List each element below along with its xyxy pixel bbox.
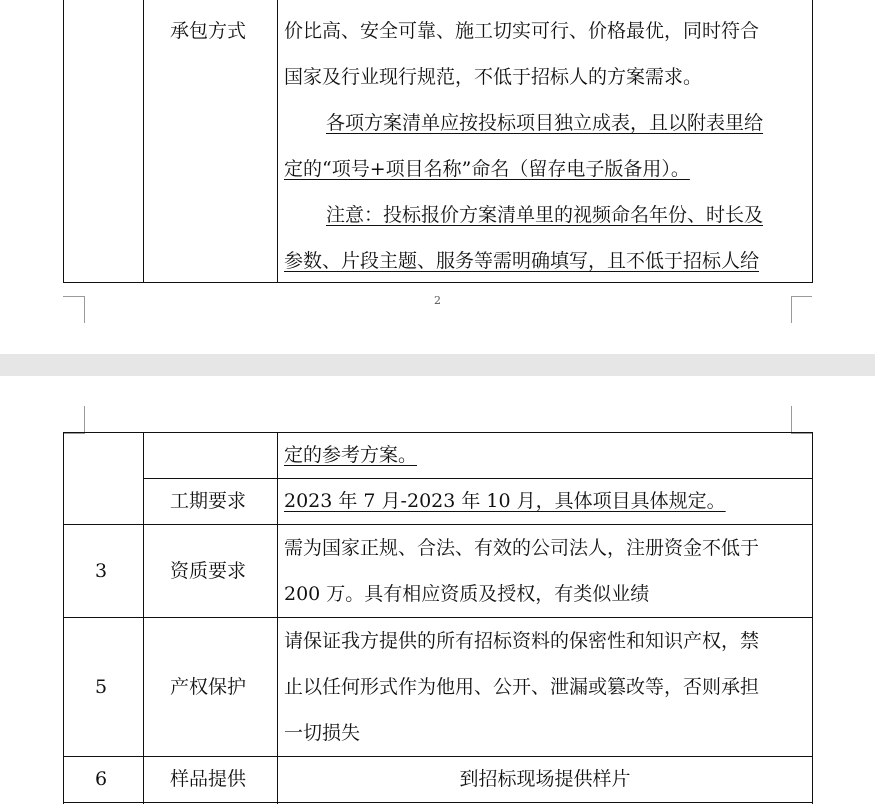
crop-mark (791, 406, 792, 434)
row-label-contract-method: 承包方式 (170, 20, 247, 42)
cell-line: 国家及行业现行规范，不低于招标人的方案需求。 (284, 66, 703, 88)
cell-line-underlined: 参数、片段主题、服务等需明确填写，且不低于招标人给 (284, 250, 760, 272)
crop-mark (84, 296, 85, 323)
page-number: 2 (434, 294, 441, 307)
row-label-qualification: 资质要求 (170, 560, 247, 582)
cell-line-underlined: 注意：投标报价方案清单里的视频命名年份、时长及 (326, 204, 764, 226)
cell-line: 一切损失 (284, 722, 361, 744)
crop-mark (791, 433, 812, 434)
cell-line: 200 万。具有相应资质及授权，有类似业绩 (284, 583, 650, 605)
document-page-1 (0, 0, 875, 354)
crop-mark (63, 296, 84, 297)
crop-mark (84, 406, 85, 434)
document-page-2 (0, 376, 875, 804)
cell-line: 价比高、安全可靠、施工切实可行、价格最优，同时符合 (284, 20, 760, 42)
table-border-left (63, 432, 64, 804)
cell-line-centered: 到招标现场提供样片 (459, 768, 631, 790)
table-border-left (63, 0, 64, 283)
crop-mark (63, 433, 84, 434)
table-border-right (812, 432, 813, 804)
row-label-schedule: 工期要求 (170, 490, 247, 512)
crop-mark (791, 296, 812, 297)
crop-mark (791, 296, 792, 323)
row-label-ip-protection: 产权保护 (170, 676, 247, 698)
table-border-top (63, 432, 813, 433)
cell-line: 请保证我方提供的所有招标资料的保密性和知识产权，禁 (284, 630, 760, 652)
page-gap (0, 354, 875, 376)
table-divider (143, 0, 144, 283)
row-number: 5 (94, 676, 108, 698)
cell-line-underlined: 定的“项号+项目名称”命名（留存电子版备用）。 (284, 158, 690, 180)
row-separator (63, 802, 813, 803)
cell-line-underlined: 各项方案清单应按投标项目独立成表，且以附表里给 (326, 112, 764, 134)
table-divider (277, 432, 278, 804)
cell-line-underlined: 2023 年 7 月-2023 年 10 月，具体项目具体规定。 (284, 490, 726, 512)
table-divider (143, 432, 144, 804)
cell-line: 止以任何形式作为他用、公开、泄漏或篡改等，否则承担 (284, 676, 760, 698)
cell-line-underlined: 定的参考方案。 (284, 444, 418, 466)
row-number: 6 (94, 768, 108, 790)
table-border-right (812, 0, 813, 283)
table-divider (277, 0, 278, 283)
row-number: 3 (94, 560, 108, 582)
row-label-sample: 样品提供 (170, 768, 247, 790)
cell-line: 需为国家正规、合法、有效的公司法人，注册资金不低于 (284, 537, 760, 559)
